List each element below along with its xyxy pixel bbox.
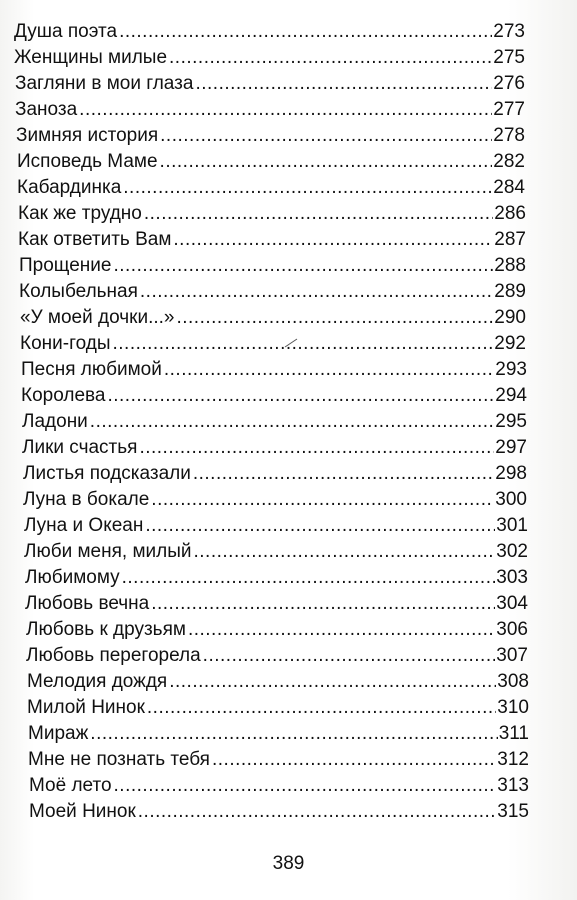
toc-entry-page: 298 [495, 463, 527, 484]
toc-entry [0, 799, 577, 825]
toc-entry [0, 97, 577, 123]
toc-entry-page: 313 [497, 775, 529, 796]
toc-entry [0, 617, 577, 643]
toc-leader-dots [123, 175, 492, 201]
toc-entry-title: Заноза [15, 99, 78, 120]
toc-entry-title: Песня любимой [21, 359, 162, 380]
toc-leader-dots [151, 591, 495, 617]
toc-entry [0, 461, 577, 487]
pen-mark-decoration [284, 338, 298, 348]
toc-entry-title: Ладони [22, 411, 88, 432]
toc-leader-dots [119, 19, 492, 45]
toc-entry-title: Загляни в мои глаза [15, 73, 194, 94]
toc-entry-title: Любовь вечна [25, 593, 150, 614]
toc-entry [0, 175, 577, 201]
toc-entry-title: Кони-годы [20, 333, 111, 354]
toc-entry [0, 669, 577, 695]
toc-entry [0, 71, 577, 97]
toc-leader-dots [79, 97, 492, 123]
toc-leader-dots [145, 513, 495, 539]
toc-leader-dots [107, 383, 494, 409]
toc-entry-page: 282 [493, 151, 525, 172]
toc-leader-dots [195, 71, 492, 97]
toc-entry [0, 45, 577, 71]
page-number: 389 [272, 853, 305, 874]
toc-entry-page: 295 [495, 411, 527, 432]
toc-leader-dots [140, 279, 493, 305]
toc-entry [0, 747, 577, 773]
toc-leader-dots [144, 201, 493, 227]
toc-entry-page: 292 [494, 333, 526, 354]
toc-entry [0, 487, 577, 513]
toc-leader-dots [138, 799, 497, 825]
toc-leader-dots [169, 45, 492, 71]
toc-entry-page: 289 [494, 281, 526, 302]
toc-leader-dots [139, 435, 494, 461]
toc-entry [0, 695, 577, 721]
toc-entry-page: 312 [497, 749, 529, 770]
toc-entry-page: 294 [495, 385, 527, 406]
toc-entry-page: 310 [497, 697, 529, 718]
toc-entry-title: Моё лето [29, 775, 112, 796]
toc-entry-page: 277 [493, 99, 525, 120]
toc-entry-page: 284 [493, 177, 525, 198]
toc-entry-title: Любовь перегорела [26, 645, 201, 666]
toc-entry-title: Исповедь Маме [17, 151, 158, 172]
page-footer [0, 853, 577, 875]
toc-entry-page: 302 [496, 541, 528, 562]
toc-entry-page: 288 [494, 255, 526, 276]
toc-entry [0, 565, 577, 591]
toc-entry [0, 305, 577, 331]
toc-entry-title: Колыбельная [19, 281, 138, 302]
toc-entry [0, 227, 577, 253]
toc-leader-dots [114, 773, 497, 799]
toc-leader-dots [160, 149, 493, 175]
toc-entry-title: Люби меня, милый [24, 541, 192, 562]
toc-entry [0, 591, 577, 617]
toc-entry-page: 301 [496, 515, 528, 536]
toc-entry-title: Королева [21, 385, 106, 406]
table-of-contents [0, 19, 577, 825]
toc-leader-dots [193, 461, 494, 487]
toc-entry-title: Любовь к друзьям [26, 619, 186, 640]
toc-entry [0, 721, 577, 747]
toc-entry-page: 307 [496, 645, 528, 666]
toc-leader-dots [113, 253, 493, 279]
toc-entry-title: Лики счастья [22, 437, 138, 458]
toc-leader-dots [151, 487, 494, 513]
toc-entry [0, 279, 577, 305]
toc-leader-dots [212, 747, 496, 773]
toc-entry-page: 308 [497, 671, 529, 692]
toc-entry-title: Мне не познать тебя [28, 749, 210, 770]
toc-entry-page: 303 [496, 567, 528, 588]
toc-entry-page: 306 [496, 619, 528, 640]
toc-entry-title: Мелодия дождя [27, 671, 168, 692]
toc-entry [0, 253, 577, 279]
toc-entry [0, 435, 577, 461]
toc-entry-title: Луна и Океан [24, 515, 144, 536]
toc-entry-page: 311 [498, 723, 529, 744]
toc-entry [0, 357, 577, 383]
toc-entry [0, 383, 577, 409]
toc-leader-dots [164, 357, 494, 383]
toc-entry [0, 773, 577, 799]
toc-leader-dots [176, 305, 493, 331]
toc-entry [0, 19, 577, 45]
toc-entry [0, 643, 577, 669]
toc-entry-page: 315 [497, 801, 529, 822]
toc-entry-page: 273 [493, 21, 525, 42]
toc-leader-dots [112, 331, 493, 357]
toc-entry-page: 304 [496, 593, 528, 614]
toc-entry-title: Как же трудно [18, 203, 142, 224]
toc-entry-page: 286 [494, 203, 526, 224]
toc-entry-page: 276 [493, 73, 525, 94]
toc-entry-page: 300 [495, 489, 527, 510]
toc-entry-title: Мираж [28, 723, 89, 744]
toc-entry-page: 278 [493, 125, 525, 146]
toc-entry-title: Луна в бокале [23, 489, 150, 510]
toc-entry-title: Любимому [25, 567, 120, 588]
toc-entry-page: 275 [493, 47, 525, 68]
toc-leader-dots [160, 123, 492, 149]
toc-leader-dots [122, 565, 496, 591]
toc-entry-title: «У моей дочки...» [20, 307, 175, 328]
toc-entry [0, 539, 577, 565]
toc-entry-title: Женщины милые [14, 47, 168, 68]
toc-entry-title: Прощение [19, 255, 112, 276]
toc-leader-dots [147, 695, 496, 721]
toc-leader-dots [90, 721, 497, 747]
toc-entry-page: 293 [495, 359, 527, 380]
toc-entry-title: Кабардинка [17, 177, 122, 198]
toc-entry-title: Как ответить Вам [18, 229, 172, 250]
toc-leader-dots [173, 227, 493, 253]
toc-entry-page: 287 [494, 229, 526, 250]
toc-leader-dots [169, 669, 496, 695]
toc-entry [0, 149, 577, 175]
toc-entry-page: 290 [494, 307, 526, 328]
toc-entry [0, 409, 577, 435]
toc-entry-title: Листья подсказали [23, 463, 191, 484]
toc-entry [0, 201, 577, 227]
toc-entry-title: Зимняя история [16, 125, 159, 146]
toc-entry [0, 123, 577, 149]
toc-leader-dots [90, 409, 495, 435]
toc-entry-title: Душа поэта [14, 21, 118, 42]
toc-entry-title: Милой Нинок [27, 697, 145, 718]
toc-leader-dots [194, 539, 496, 565]
toc-leader-dots [188, 617, 495, 643]
toc-entry-title: Моей Нинок [29, 801, 136, 822]
toc-leader-dots [203, 643, 496, 669]
toc-entry-page: 297 [495, 437, 527, 458]
toc-entry [0, 513, 577, 539]
